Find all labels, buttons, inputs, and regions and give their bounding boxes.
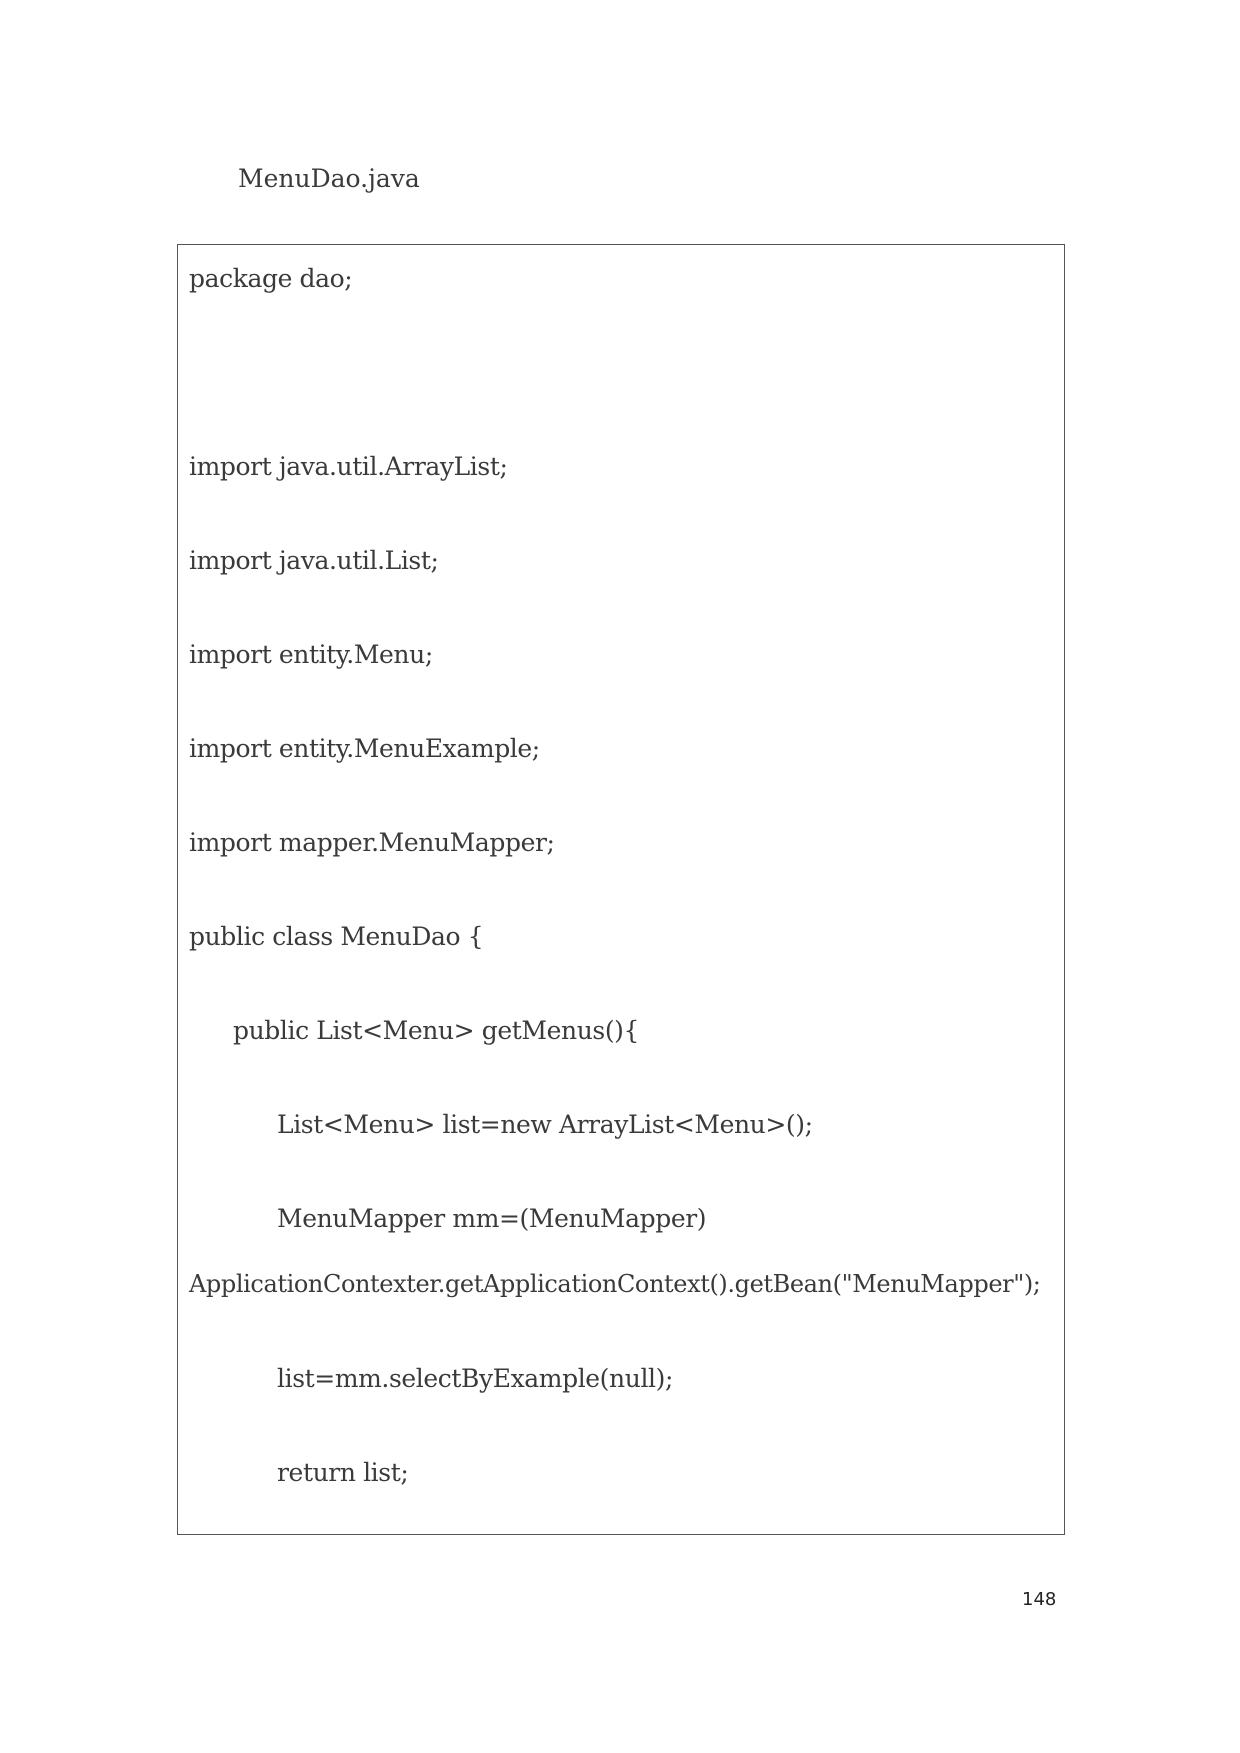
code-line-return: return list; (277, 1458, 409, 1487)
code-line-import-menumapper: import mapper.MenuMapper; (189, 828, 555, 857)
code-line-package: package dao; (189, 264, 353, 293)
code-line-select: list=mm.selectByExample(null); (277, 1364, 674, 1393)
code-line-mapper-cast: MenuMapper mm=(MenuMapper) (277, 1204, 707, 1233)
code-block (177, 244, 1065, 1535)
code-line-list-init: List<Menu> list=new ArrayList<Menu>(); (277, 1110, 813, 1139)
code-line-get-bean: ApplicationContexter.getApplicationContext().getBean("MenuMapper"); (189, 1270, 1041, 1298)
file-title: MenuDao.java (238, 164, 420, 193)
code-line-import-menu: import entity.Menu; (189, 640, 433, 669)
page-number: 148 (1022, 1589, 1057, 1610)
code-line-class-declaration: public class MenuDao { (189, 922, 484, 951)
code-line-method-declaration: public List<Menu> getMenus(){ (233, 1016, 640, 1045)
code-line-import-list: import java.util.List; (189, 546, 439, 575)
code-line-import-arraylist: import java.util.ArrayList; (189, 452, 508, 481)
code-line-import-menuexample: import entity.MenuExample; (189, 734, 540, 763)
